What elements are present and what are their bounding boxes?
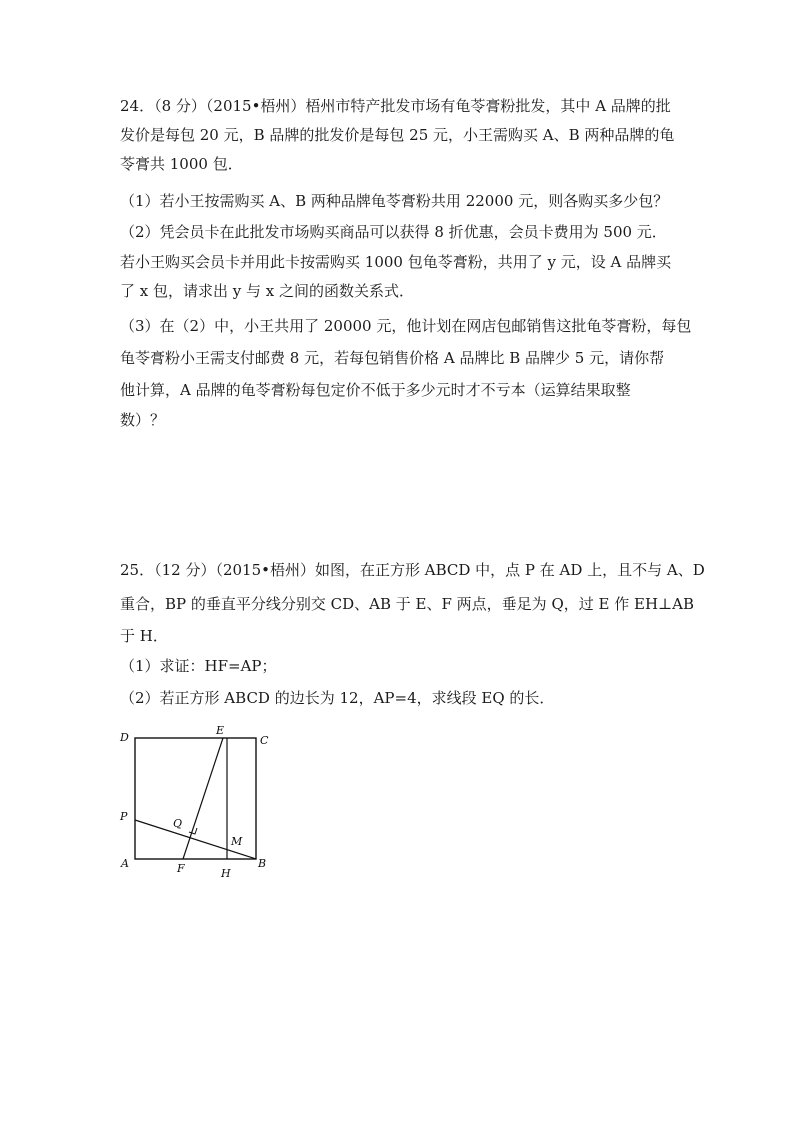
problem-24-line: （1）若小王按需购买 A、B 两种品牌龟苓膏粉共用 22000 元，则各购买多少包？ [120,192,669,210]
problem-24-line: 发价是每包 20 元，B 品牌的批发价是每包 25 元，小王需购买 A、B 两种品牌的龟 [120,126,675,144]
problem-25-line: （2）若正方形 ABCD 的边长为 12，AP=4，求线段 EQ 的长． [120,689,555,707]
problem-24-line: 若小王购买会员卡并用此卡按需购买 1000 包龟苓膏粉，共用了 y 元，设 A 品牌买 [120,253,672,271]
label-h: H [221,867,231,880]
problem-24-line: 苓膏共 1000 包． [120,155,243,173]
square-diagram [115,722,275,882]
problem-24-line: 数）？ [120,411,166,429]
label-d: D [120,731,129,744]
label-p: P [120,810,128,823]
label-b: B [258,857,267,870]
label-m: M [231,835,243,848]
problem-24-line: 24．（8 分）（2015•梧州）梧州市特产批发市场有龟苓膏粉批发，其中 A 品牌的批 [120,97,671,115]
problem-24-line: 了 x 包，请求出 y 与 x 之间的函数关系式． [120,282,415,300]
problem-25-line: 重合，BP 的垂直平分线分别交 CD、AB 于 E、F 两点，垂足为 Q，过 E 作 EH⊥AB [120,595,694,613]
label-a: A [121,857,129,870]
problem-24-line: 龟苓膏粉小王需支付邮费 8 元，若每包销售价格 A 品牌比 B 品牌少 5 元，请你帮 [120,349,665,367]
segment-ef [183,738,223,859]
problem-25-line: （1）求证：HF=AP； [120,657,277,675]
label-e: E [216,724,225,737]
problem-25-line: 于 H． [120,627,168,645]
problem-24-line: 他计算，A 品牌的龟苓膏粉每包定价不低于多少元时才不亏本（运算结果取整 [120,381,631,399]
problem-24-line: （2）凭会员卡在此批发市场购买商品可以获得 8 折优惠，会员卡费用为 500 元． [120,223,667,241]
label-f: F [177,862,185,875]
label-q: Q [173,817,183,830]
problem-25-line: 25．（12 分）（2015•梧州）如图，在正方形 ABCD 中，点 P 在 AD 上，且不与 A、D [120,561,705,579]
geometry-figure [115,722,275,882]
problem-24-line: （3）在（2）中，小王共用了 20000 元，他计划在网店包邮销售这批龟苓膏粉，每包 [120,317,692,335]
label-c: C [260,734,269,747]
